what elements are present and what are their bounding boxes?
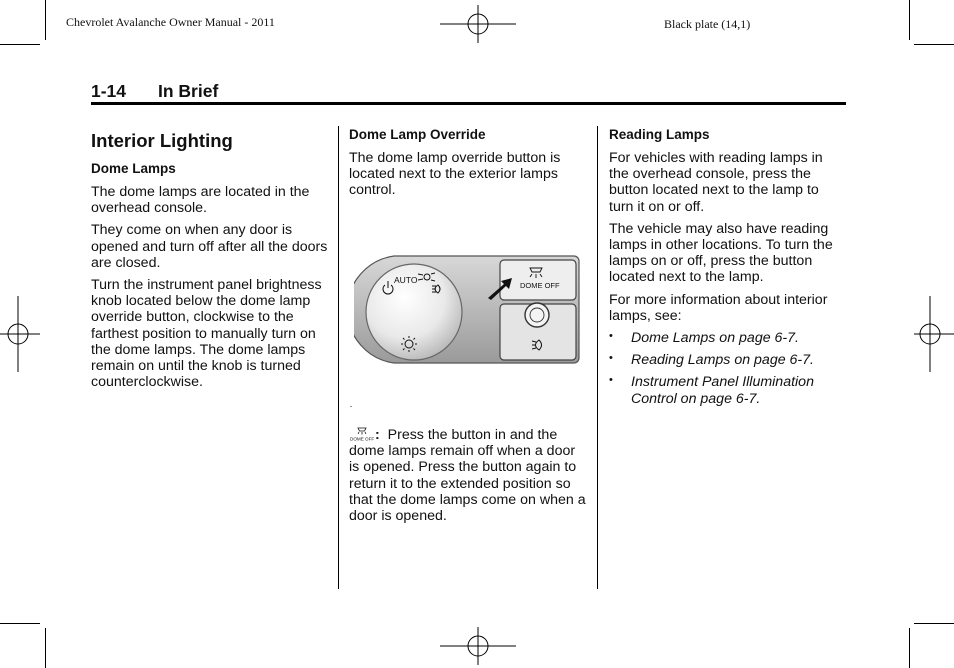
plate-label: Black plate (14,1) [664, 17, 751, 31]
reference-link-instrument-panel[interactable]: • Instrument Panel Illumination Control on page 6-7. [609, 374, 814, 407]
paragraph: For vehicles with reading lamps in the overhead console, press the button located next to the lamp to turn it on or off. [609, 150, 823, 215]
registration-mark-right [912, 296, 954, 372]
column-1 [91, 127, 331, 396]
auto-label: AUTO [394, 275, 418, 285]
registration-mark-top [440, 5, 516, 43]
paragraph: The vehicle may also have reading lamps in other locations. To turn the lamps on or off, press the button located next to the lamp. [609, 220, 833, 286]
dome-off-icon-label: DOME OFF [350, 436, 375, 441]
column-divider [338, 126, 339, 589]
dome-off-text: Press the button in and the dome lamps remain off when a door is opened. Press the button again to return it to the extended position so that the dome lamps come on when a door is opened. [349, 427, 586, 525]
section-number: 1-14 [91, 81, 127, 101]
paragraph: For more information about interior lamps, see: [609, 291, 828, 324]
crop-mark [45, 628, 46, 668]
crop-mark [45, 0, 46, 40]
paragraph: Turn the instrument panel brightness knob located below the dome lamp override button, clockwise to the farthest position to manually turn on the dome lamps. The dome lamps remain on until the knob is turned counterclockwise. [91, 277, 322, 391]
reference-list [609, 330, 843, 407]
header-rule [91, 102, 846, 105]
paragraph: The dome lamps are located in the overhead console. [91, 184, 310, 217]
dome-off-icon [349, 427, 375, 441]
separator: : [375, 427, 380, 443]
paragraph: They come on when any door is opened and turn off after all the doors are closed. [91, 222, 328, 271]
column-divider [597, 126, 598, 589]
crop-mark [914, 44, 954, 45]
interior-lighting-heading: Interior Lighting [91, 130, 233, 151]
registration-mark-left [0, 296, 40, 372]
crop-mark [0, 623, 40, 624]
dome-off-description [349, 427, 589, 530]
crop-mark [914, 623, 954, 624]
column-2 [349, 127, 589, 205]
brightness-thumbwheel [525, 303, 549, 327]
headlamp-switch-illustration [354, 254, 580, 372]
paragraph: The dome lamp override button is located next to the exterior lamps control. [349, 150, 561, 199]
section-header [91, 81, 218, 102]
crop-mark [0, 44, 40, 45]
dome-off-label: DOME OFF [520, 281, 560, 290]
crop-mark [909, 0, 910, 40]
dome-lamps-heading: Dome Lamps [91, 161, 176, 176]
registration-mark-bottom [440, 627, 516, 665]
section-title: In Brief [158, 81, 219, 101]
figure-code [350, 406, 352, 407]
reference-link-dome-lamps[interactable]: • Dome Lamps on page 6-7. [609, 330, 799, 347]
reading-lamps-heading: Reading Lamps [609, 127, 710, 142]
manual-title: Chevrolet Avalanche Owner Manual - 2011 [66, 15, 275, 29]
dome-lamp-override-heading: Dome Lamp Override [349, 127, 486, 142]
reference-link-reading-lamps[interactable]: • Reading Lamps on page 6-7. [609, 352, 814, 369]
crop-mark [909, 628, 910, 668]
column-3 [609, 127, 843, 413]
